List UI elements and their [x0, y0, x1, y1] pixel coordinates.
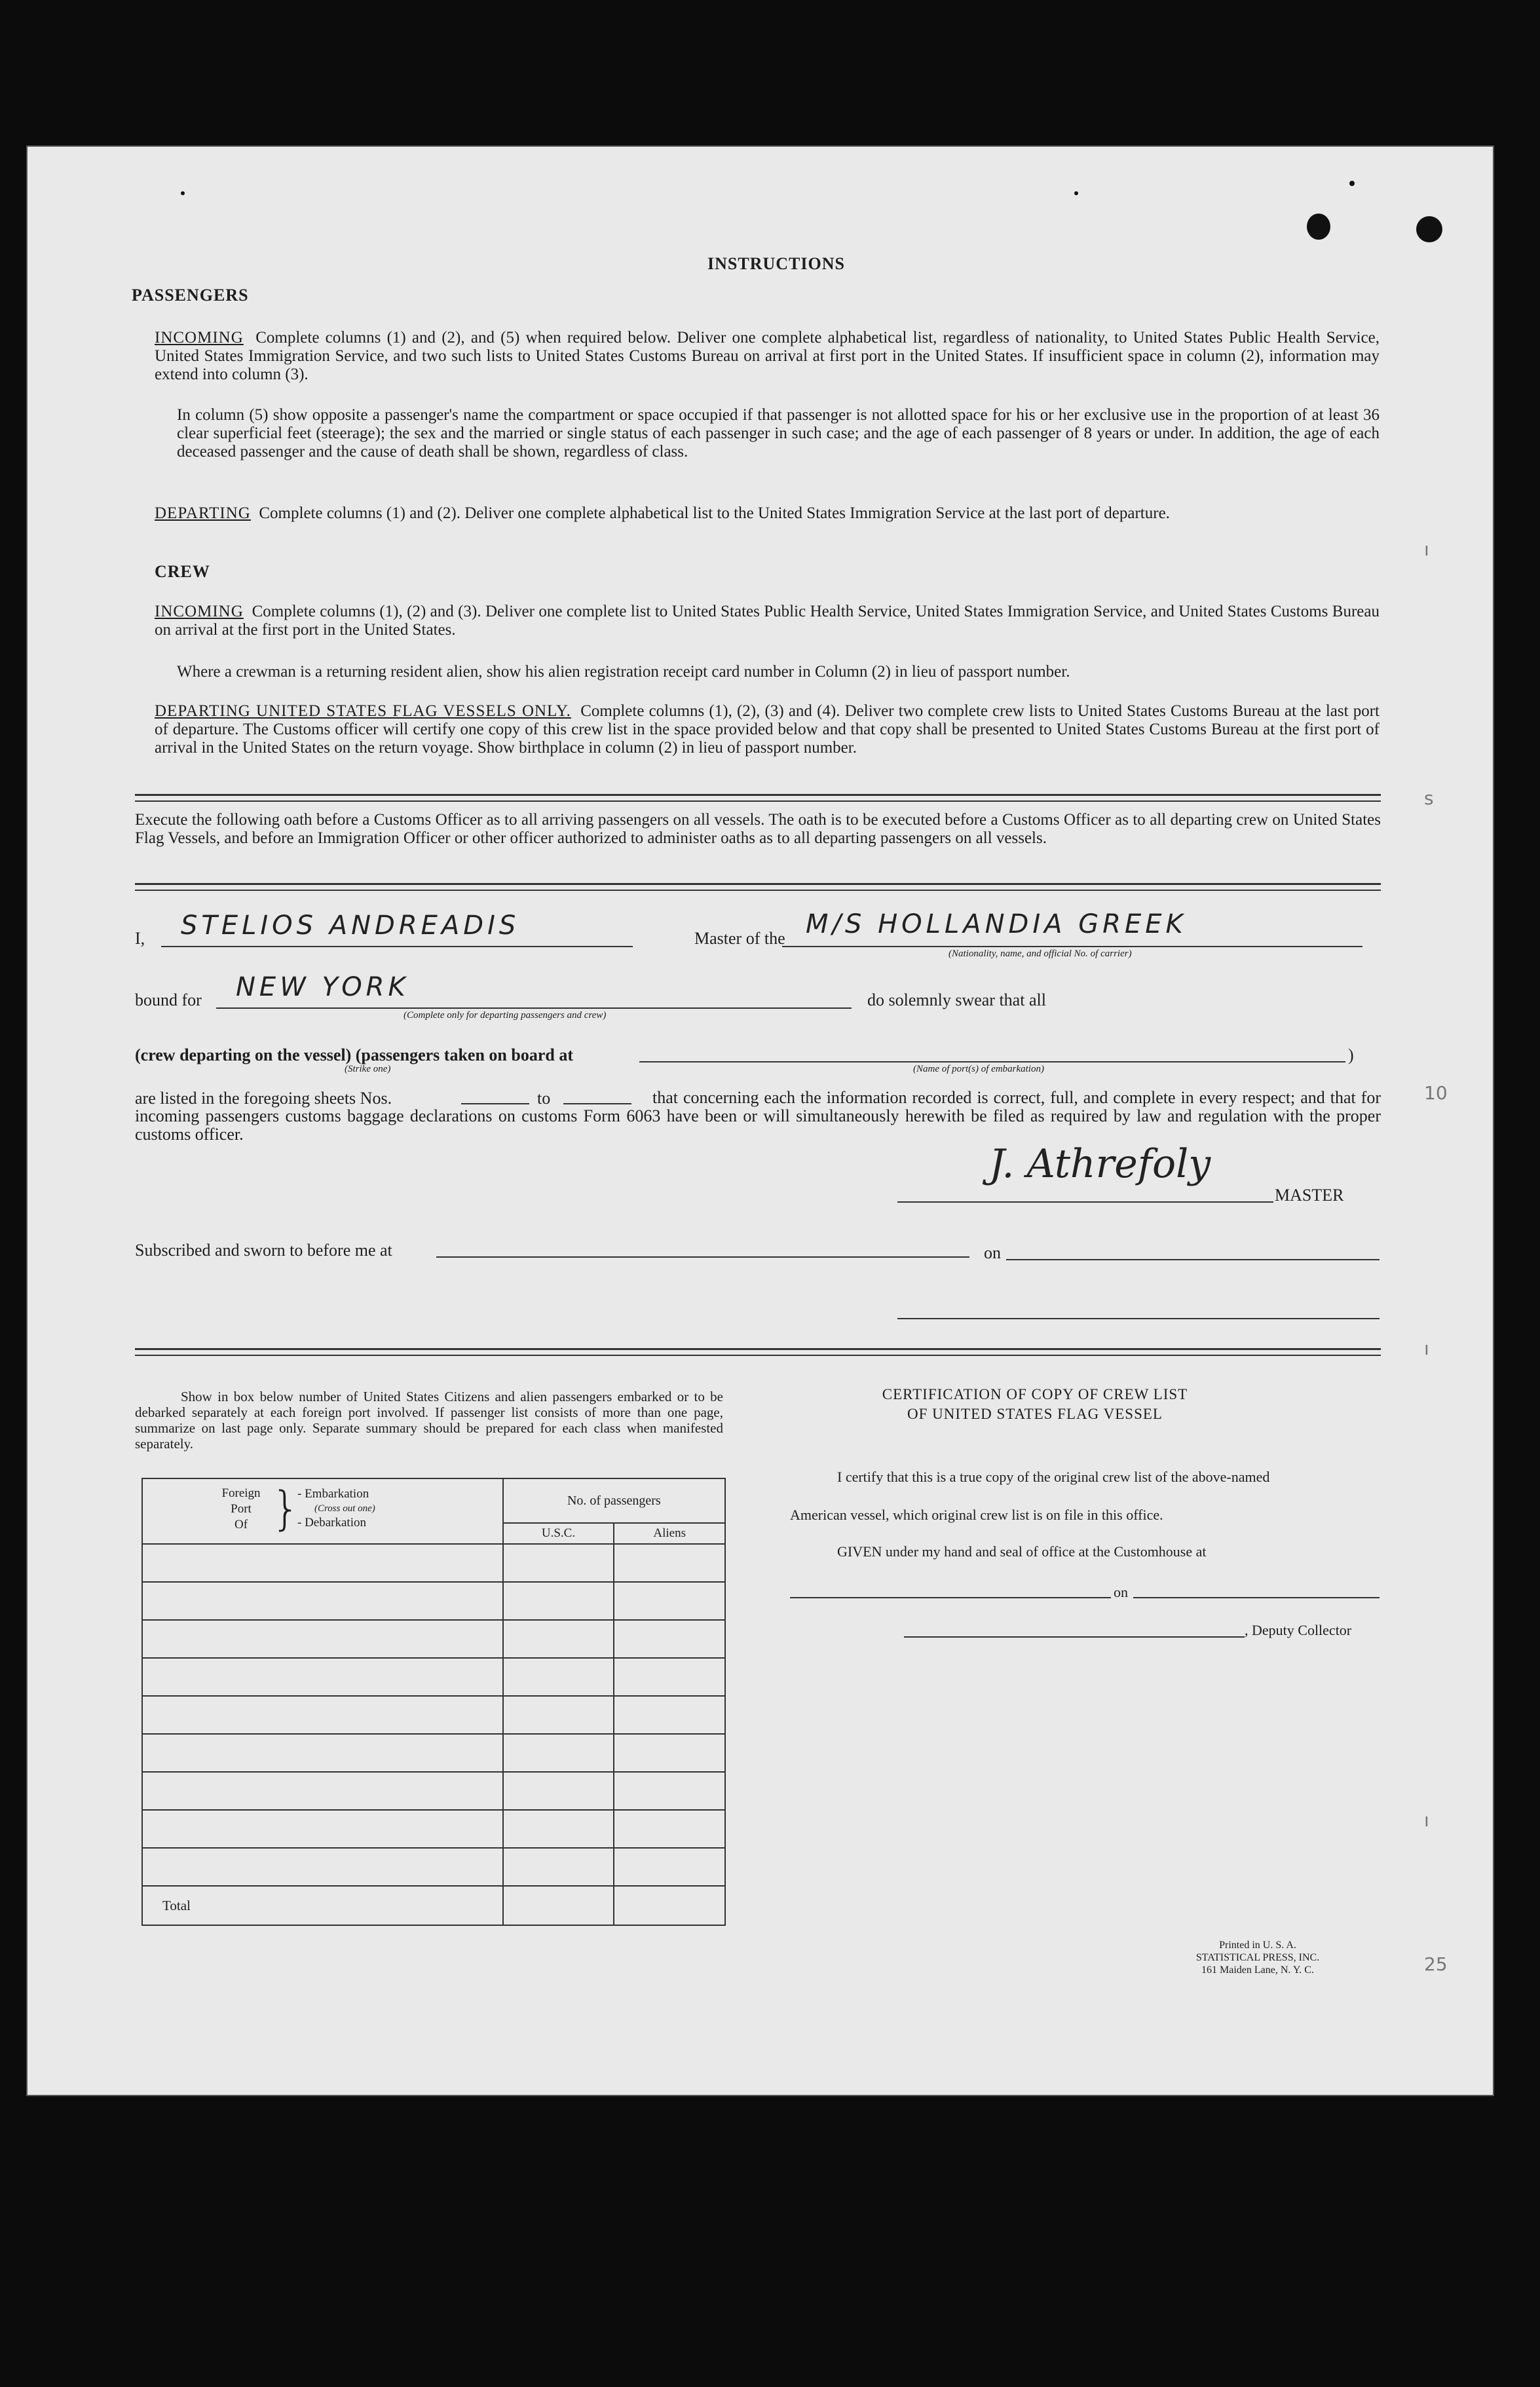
usc-cell[interactable] [503, 1696, 614, 1734]
section-divider [135, 1355, 1381, 1356]
debarkation-label: - Debarkation [297, 1516, 366, 1530]
aliens-cell[interactable] [614, 1582, 725, 1620]
printer-imprint [1179, 1939, 1336, 1976]
column5-paragraph: In column (5) show opposite a passenger's name the compartment or space occupied if that passenger is not allotted space for his or her exclusive use in the proportion of at least 36 clear superficial feet (steerage); the sex and the married or single status of each passenger in such case; and the age of each passenger of 8 years or under. In addition, the age of each deceased passenger and the cause of death shall be shown, regardless of class. [177, 406, 1380, 460]
bound-for-label: bound for [135, 990, 202, 1009]
port-cell[interactable] [142, 1696, 503, 1734]
given-text: GIVEN under my hand and seal of office at the Customhouse at [837, 1543, 1207, 1560]
no-passengers-header: No. of passengers [503, 1478, 725, 1523]
punch-hole [1074, 191, 1078, 195]
crew-departing-paragraph [155, 702, 1380, 757]
crew-incoming-label: INCOMING [155, 603, 244, 620]
vessel-field[interactable] [782, 946, 1362, 947]
aliens-cell[interactable] [614, 1696, 725, 1734]
crew-departing-label: DEPARTING UNITED STATES FLAG VESSELS ONLY. [155, 702, 571, 720]
sheets-to: to [537, 1089, 551, 1108]
margin-mark: 10 [1424, 1082, 1448, 1104]
port-cell[interactable] [142, 1544, 503, 1582]
bound-for-value: NEW YORK [236, 972, 409, 1002]
aliens-cell[interactable] [614, 1848, 725, 1886]
usc-cell[interactable] [503, 1848, 614, 1886]
subscribed-place-field[interactable] [436, 1256, 969, 1258]
margin-mark: ı [1424, 1809, 1429, 1831]
passengers-incoming-text: Complete columns (1) and (2), and (5) when required below. Deliver one complete alphabetical list, regardless of nationality, to United States Public Health Service, United States Immigration Service, and two such lists to United States Customs Bureau on arrival at first port in the United States. If insufficient space in column (2), information may extend into column (3). [155, 329, 1380, 383]
oath-instruction: Execute the following oath before a Customs Officer as to all arriving passengers on all vessels. The oath is to be executed before a Customs Officer as to all departing crew on United States Flag Vessels, and before an Immigration Officer or other officer authorized to administer oaths as to all departing passengers on all vessels. [135, 811, 1381, 847]
embarkation-label: - Embarkation [297, 1487, 369, 1501]
section-divider [135, 890, 1381, 891]
section-divider [135, 1348, 1381, 1350]
cross-out-label: (Cross out one) [314, 1503, 375, 1514]
certify-text-1: I certify that this is a true copy of the original crew list of the above-named [837, 1469, 1270, 1485]
usc-cell[interactable] [503, 1772, 614, 1810]
aliens-cell[interactable] [614, 1544, 725, 1582]
port-cell[interactable] [142, 1848, 503, 1886]
master-label: MASTER [1275, 1186, 1344, 1205]
total-label: Total [142, 1886, 503, 1925]
port-cell[interactable] [142, 1734, 503, 1772]
officer-signature-field[interactable] [897, 1318, 1380, 1319]
master-name-value: STELIOS ANDREADIS [181, 911, 520, 941]
port-cell[interactable] [142, 1582, 503, 1620]
port-cell[interactable] [142, 1620, 503, 1658]
oath-i-label: I, [135, 929, 145, 948]
passengers-incoming-paragraph [155, 329, 1380, 384]
port-label: Port [231, 1502, 252, 1516]
port-cell[interactable] [142, 1810, 503, 1848]
total-aliens-cell[interactable] [614, 1886, 725, 1925]
port-caption: (Name of port(s) of embarkation) [913, 1064, 1044, 1074]
section-divider [135, 794, 1381, 796]
passengers-departing-paragraph [155, 504, 1380, 523]
master-signature: J. Athrefoly [989, 1141, 1211, 1187]
close-paren: ) [1348, 1045, 1354, 1064]
aliens-cell[interactable] [614, 1734, 725, 1772]
subscribed-label: Subscribed and sworn to before me at [135, 1241, 392, 1260]
margin-mark: ı [1424, 1338, 1429, 1359]
crew-incoming-paragraph [155, 603, 1380, 639]
sheets-text-2-body: that concerning each the information recorded is correct, full, and complete in every respect; and that for incoming passengers customs baggage declarations on customs Form 6063 have been or will simultaneously herewith be filed as required by law and regulation with the proper customs officer. [135, 1088, 1381, 1144]
aliens-cell[interactable] [614, 1658, 725, 1696]
aliens-header: Aliens [614, 1523, 725, 1544]
master-name-field[interactable] [161, 946, 633, 947]
resident-alien-paragraph: Where a crewman is a returning resident alien, show his alien registration receipt card number in Column (2) in lieu of passport number. [177, 663, 1070, 681]
master-of-label: Master of the [694, 929, 785, 948]
usc-cell[interactable] [503, 1734, 614, 1772]
subscribed-on-label: on [984, 1243, 1001, 1262]
aliens-cell[interactable] [614, 1620, 725, 1658]
margin-mark: ı [1424, 538, 1429, 560]
crew-departing-text: Complete columns (1), (2), (3) and (4). Deliver two complete crew lists to United States Customs Bureau at the last port of departure. The Customs officer will certify one copy of this crew list in the space provided below and that copy shall be presented to United States Customs Bureau at the first port of arrival in the United States on the return voyage. Show birthplace in column (2) in lieu of passport number. [155, 702, 1380, 757]
cert-on-label: on [1114, 1584, 1128, 1600]
crew-heading: CREW [155, 562, 210, 581]
certification-title-line2: OF UNITED STATES FLAG VESSEL [907, 1406, 1163, 1422]
deputy-label: , Deputy Collector [1245, 1622, 1352, 1638]
section-divider [135, 883, 1381, 885]
passengers-heading: PASSENGERS [132, 286, 249, 305]
sheets-text-2 [135, 1089, 1381, 1144]
port-cell[interactable] [142, 1658, 503, 1696]
crew-incoming-text: Complete columns (1), (2) and (3). Deliver one complete list to United States Public Health Service, United States Immigration Service, and United States Customs Bureau on arrival at the first port in the United States. [155, 603, 1380, 639]
usc-header: U.S.C. [503, 1523, 614, 1544]
passengers-incoming-label: INCOMING [155, 329, 244, 347]
deputy-signature-field[interactable] [904, 1636, 1245, 1638]
embarkation-port-field[interactable] [639, 1061, 1345, 1062]
certify-text-2: American vessel, which original crew list is on file in this office. [790, 1507, 1163, 1523]
foreign-label: Foreign [221, 1486, 261, 1500]
aliens-cell[interactable] [614, 1772, 725, 1810]
printer-line1: Printed in U. S. A. [1219, 1940, 1296, 1951]
total-usc-cell[interactable] [503, 1886, 614, 1925]
certification-title [799, 1385, 1271, 1424]
of-label: Of [234, 1518, 248, 1532]
punch-hole [1349, 181, 1355, 186]
margin-mark: s [1424, 787, 1434, 809]
section-divider [135, 800, 1381, 802]
port-header-cell [142, 1478, 503, 1544]
usc-cell[interactable] [503, 1582, 614, 1620]
usc-cell[interactable] [503, 1620, 614, 1658]
subscribed-date-field[interactable] [1006, 1259, 1380, 1260]
swear-text: do solemnly swear that all [867, 990, 1046, 1009]
brace: } [271, 1482, 301, 1535]
customhouse-field[interactable] [790, 1597, 1111, 1598]
passengers-departing-label: DEPARTING [155, 504, 251, 522]
bound-for-field[interactable] [216, 1007, 852, 1009]
usc-cell[interactable] [503, 1810, 614, 1848]
cert-date-field[interactable] [1133, 1597, 1380, 1598]
bound-caption: (Complete only for departing passengers and crew) [404, 1010, 607, 1021]
passenger-summary-table [141, 1478, 726, 1926]
sheets-text-1: are listed in the foregoing sheets Nos. [135, 1089, 392, 1108]
printer-line3: 161 Maiden Lane, N. Y. C. [1201, 1964, 1314, 1976]
vessel-value: M/S HOLLANDIA GREEK [806, 909, 1187, 939]
vessel-caption: (Nationality, name, and official No. of carrier) [948, 949, 1132, 959]
crew-departing-text: (crew departing on the vessel) (passengers taken on board at [135, 1045, 573, 1064]
printer-line2: STATISTICAL PRESS, INC. [1195, 1952, 1320, 1963]
document-sheet [26, 145, 1494, 2096]
passengers-departing-text: Complete columns (1) and (2). Deliver one complete alphabetical list to the United States Immigration Service at the last port of departure. [259, 504, 1170, 522]
aliens-cell[interactable] [614, 1810, 725, 1848]
margin-mark: 25 [1424, 1953, 1448, 1975]
punch-hole [1307, 214, 1330, 240]
punch-hole [1416, 216, 1442, 242]
box-instruction: Show in box below number of United States Citizens and alien passengers embarked or to be debarked separately at each foreign port involved. If passenger list consists of more than one page, summarize on last page only. Separate summary should be prepared for each class when manifested separately. [135, 1389, 723, 1452]
usc-cell[interactable] [503, 1658, 614, 1696]
master-signature-line[interactable] [897, 1201, 1273, 1203]
strike-caption: (Strike one) [345, 1064, 391, 1074]
port-cell[interactable] [142, 1772, 503, 1810]
page-title: INSTRUCTIONS [707, 254, 845, 273]
certification-title-line1: CERTIFICATION OF COPY OF CREW LIST [882, 1386, 1188, 1402]
punch-hole [181, 191, 185, 195]
usc-cell[interactable] [503, 1544, 614, 1582]
